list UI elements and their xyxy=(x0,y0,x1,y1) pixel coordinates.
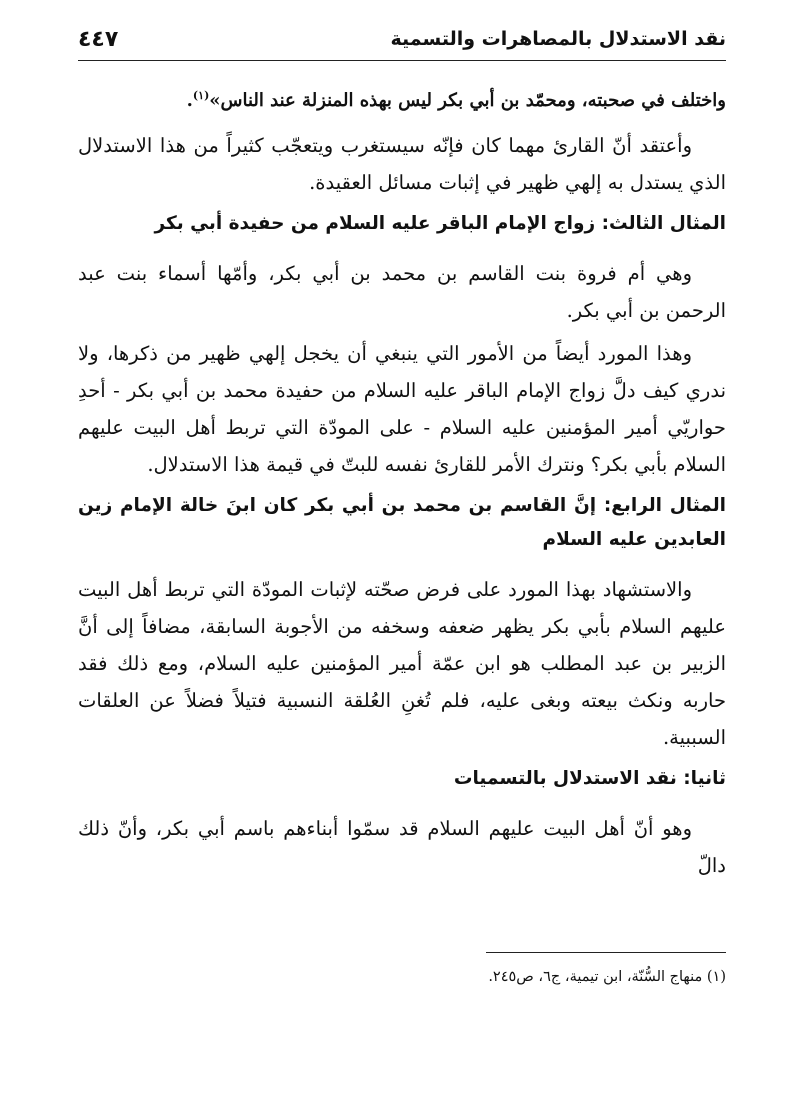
page-number: ٤٤٧ xyxy=(78,26,119,52)
quote-period: . xyxy=(186,90,193,111)
page-body xyxy=(78,82,726,890)
footnote-divider xyxy=(486,952,726,953)
heading-label: المثال الثالث: xyxy=(601,213,726,234)
running-title: نقد الاستدلال بالمصاهرات والتسمية xyxy=(390,28,726,50)
footnote-ref: (١) xyxy=(192,89,210,102)
section-heading xyxy=(78,207,726,241)
footnote: (١) منهاج السُّنّة، ابن تيمية، ج٦، ص٢٤٥. xyxy=(488,969,726,985)
page-header xyxy=(78,18,726,61)
paragraph-quote-end xyxy=(78,82,726,119)
heading-text: إنَّ القاسم بن محمد بن أبي بكر كان ابنَ خالة الإمام زين العابدين عليه السلام xyxy=(78,495,726,550)
heading-label: المثال الرابع: xyxy=(603,495,726,516)
section-heading xyxy=(78,489,726,557)
paragraph: وهي أم فروة بنت القاسم بن محمد بن أبي بكر، وأمّها أسماء بنت عبد الرحمن بن أبي بكر. xyxy=(78,262,726,322)
section-heading xyxy=(78,762,726,796)
heading-label: ثانيا: xyxy=(683,768,726,789)
heading-text: نقد الاستدلال بالتسميات xyxy=(453,768,684,789)
heading-text: زواج الإمام الباقر عليه السلام من حفيدة أبي بكر xyxy=(154,213,602,234)
paragraph: وهو أنّ أهل البيت عليهم السلام قد سمّوا أبناءهم باسم أبي بكر، وأنّ ذلك دالّ xyxy=(78,817,726,877)
paragraph: وأعتقد أنّ القارئ مهما كان فإنّه سيستغرب ويتعجّب كثيراً من هذا الاستدلال الذي يستدل به إلهي ظهير في إثبات مسائل العقيدة. xyxy=(78,134,726,194)
quote-text: واختلف في صحبته، ومحمّد بن أبي بكر ليس بهذه المنزلة عند الناس» xyxy=(209,90,726,111)
paragraph: وهذا المورد أيضاً من الأمور التي ينبغي أن يخجل إلهي ظهير من ذكرها، ولا ندري كيف دلَّ زواج الإمام الباقر عليه السلام من حفيدة محمد بن أبي بكر - أحدِ حواريّي أمير المؤمنين عليه السلام - على المودّة التي تربط أهل البيت عليهم السلام بأبي بكر؟ ونترك الأمر للقارئ نفسه للبتّ في قيمة هذا الاستدلال. xyxy=(78,342,726,476)
paragraph: والاستشهاد بهذا المورد على فرض صحّته لإثبات المودّة التي تربط أهل البيت عليهم السلام بأبي بكر يظهر ضعفه وسخفه من الأجوبة السابقة، مضافاً إلى أنَّ الزبير بن عبد المطلب هو ابن عمّة أمير المؤمنين عليه السلام، ومع ذلك فقد حاربه ونكث بيعته وبغى عليه، فلم تُغنِ العُلقة النسبية فتيلاً فضلاً عن العلقات السببية. xyxy=(78,578,726,749)
